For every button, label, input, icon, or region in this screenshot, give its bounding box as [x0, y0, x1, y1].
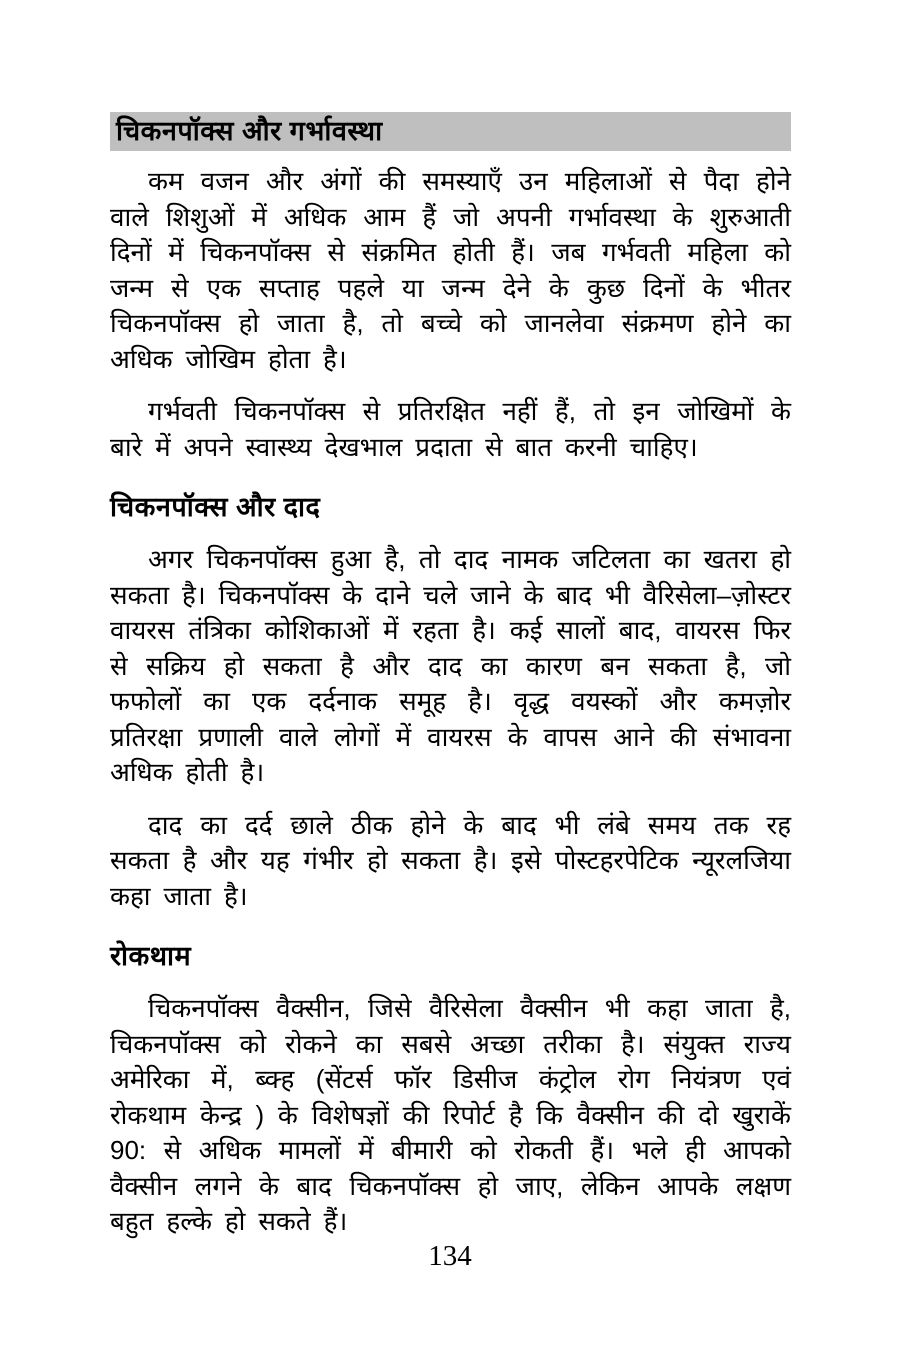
paragraph-pregnancy-1: कम वजन और अंगों की समस्याएँ उन महिलाओं से पैदा होने वाले शिशुओं में अधिक आम हैं जो अपनी गर्भावस्था के शुरुआती दिनों में चिकनपॉक्स से संक्रमित होती हैं। जब गर्भवती महिला को जन्म से एक सप्ताह पहले या जन्म देने के कुछ दिनों के भीतर चिकनपॉक्स हो जाता है, तो बच्चे को जानलेवा संक्रमण होने का अधिक जोखिम होता है। [110, 166, 791, 374]
page-content [110, 112, 791, 1240]
paragraph-shingles-2: दाद का दर्द छाले ठीक होने के बाद भी लंबे समय तक रह सकता है और यह गंभीर हो सकता है। इसे पोस्टहरपेटिक न्यूरलजिया कहा जाता है। [110, 809, 792, 911]
paragraph-prevention-1: चिकनपॉक्स वैक्सीन, जिसे वैरिसेला वैक्सीन भी कहा जाता है, चिकनपॉक्स को रोकने का सबसे अच्छा तरीका है। संयुक्त राज्य अमेरिका में, ब्क्ह (सेंटर्स फॉर डिसीज कंट्रोल रोग नियंत्रण एवं रोकथाम केन्द्र ) के विशेषज्ञों की रिपोर्ट है कि वैक्सीन की दो खुराकें 90: से अधिक मामलों में बीमारी को रोकती हैं। भले ही आपको वैक्सीन लगने के बाद चिकनपॉक्स हो जाए, लेकिन आपके लक्षण बहुत हल्के हो सकते हैं। [110, 993, 791, 1236]
paragraph-shingles-1: अगर चिकनपॉक्स हुआ है, तो दाद नामक जटिलता का खतरा हो सकता है। चिकनपॉक्स के दाने चले जाने के बाद भी वैरिसेला–ज़ोस्टर वायरस तंत्रिका कोशिकाओं में रहता है। कई सालों बाद, वायरस फिर से सक्रिय हो सकता है और दाद का कारण बन सकता है, जो फफोलों का एक दर्दनाक समूह है। वृद्ध वयस्कों और कमज़ोर प्रतिरक्षा प्रणाली वाले लोगों में वायरस के वापस आने की संभावना अधिक होती है। [110, 544, 791, 787]
section-heading-pregnancy: चिकनपॉक्स और गर्भावस्था [110, 112, 791, 151]
paragraph-pregnancy-2: गर्भवती चिकनपॉक्स से प्रतिरक्षित नहीं हैं, तो इन जोखिमों के बारे में अपने स्वास्थ्य देखभाल प्रदाता से बात करनी चाहिए। [110, 396, 791, 462]
page-number: 134 [428, 1240, 472, 1272]
section-heading-shingles: चिकनपॉक्स और दाद [110, 492, 321, 522]
section-heading-prevention: रोकथाम [110, 941, 192, 971]
